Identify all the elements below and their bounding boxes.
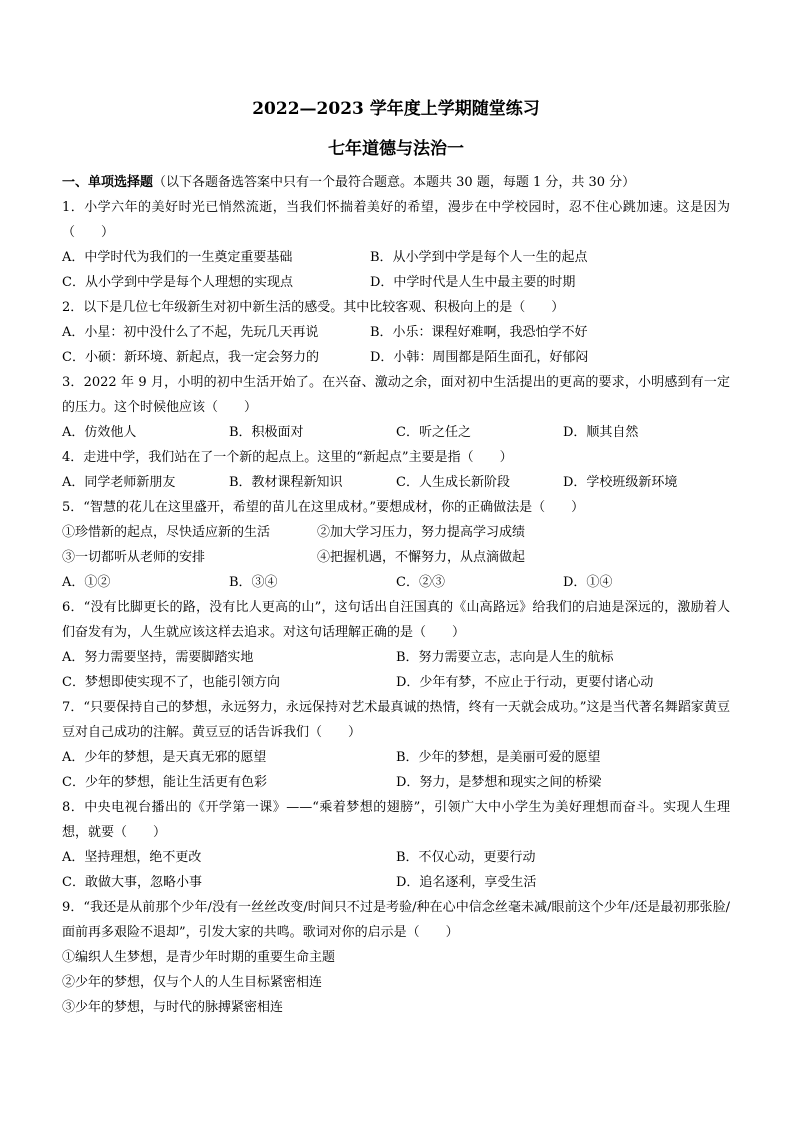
question-text: 8．中央电视台播出的《开学第一课》——“乘着梦想的翅膀”，引领广大中小学生为美好理想而奋斗。实现人生理想，就要（ ） — [62, 800, 730, 840]
options — [62, 420, 730, 445]
exam-page — [62, 98, 730, 1020]
options — [62, 570, 730, 595]
statement-1: ①编织人生梦想，是青少年时期的重要生命主题 — [62, 950, 336, 965]
statement-3: ③少年的梦想，与时代的脉搏紧密相连 — [62, 1000, 284, 1015]
page-subtitle: 七年道德与法治一 — [328, 139, 464, 159]
option-b: B．少年的梦想，是美丽可爱的愿望 — [396, 750, 601, 765]
question-text: 5．“智慧的花儿在这里盛开，希望的苗儿在这里成材。”要想成材，你的正确做法是（ ） — [62, 500, 585, 515]
option-b: B．积极面对 — [229, 425, 304, 440]
statement-2: ②加大学习压力，努力提高学习成绩 — [317, 525, 526, 540]
question-text: 1．小学六年的美好时光已悄然流逝，当我们怀揣着美好的希望，漫步在中学校园时，忍不住心跳加速。这是因为（ ） — [62, 200, 730, 240]
statement-3: ③一切都听从老师的安排 — [62, 550, 206, 565]
question-text: 4．走进中学，我们站在了一个新的起点上。这里的“新起点”主要是指（ ） — [62, 450, 513, 465]
statement-4: ④把握机遇，不懈努力，从点滴做起 — [317, 550, 526, 565]
option-c: C．人生成长新阶段 — [396, 475, 510, 490]
option-a: A．坚持理想，绝不更改 — [62, 850, 202, 865]
options — [62, 645, 730, 695]
option-b: B．小乐：课程好难啊，我恐怕学不好 — [370, 325, 588, 340]
option-c: C．小硕：新环境、新起点，我一定会努力的 — [62, 350, 319, 365]
option-c: C．②③ — [396, 575, 445, 590]
option-b: B．从小学到中学是每个人一生的起点 — [370, 250, 588, 265]
option-a: A．努力需要坚持，需要脚踏实地 — [62, 650, 254, 665]
section-heading — [62, 170, 730, 195]
option-b: B．努力需要立志，志向是人生的航标 — [396, 650, 614, 665]
statement-row — [62, 520, 730, 545]
option-c: C．少年的梦想，能让生活更有色彩 — [62, 775, 267, 790]
option-c: C．敢做大事，忽略小事 — [62, 875, 202, 890]
question-3 — [62, 370, 730, 445]
option-d: D．少年有梦，不应止于行动，更要付诸心动 — [396, 675, 654, 690]
option-d: D．顺其自然 — [563, 425, 639, 440]
statement-1: ①珍惜新的起点，尽快适应新的生活 — [62, 525, 271, 540]
options — [62, 745, 730, 795]
option-a: A．同学老师新朋友 — [62, 475, 176, 490]
option-d: D．追名逐利，享受生活 — [396, 875, 537, 890]
option-d: D．努力，是梦想和现实之间的桥梁 — [396, 775, 602, 790]
options — [62, 845, 730, 895]
question-6 — [62, 595, 730, 695]
options — [62, 320, 730, 370]
option-c: C．听之任之 — [396, 425, 471, 440]
option-a: A．中学时代为我们的一生奠定重要基础 — [62, 250, 293, 265]
question-7 — [62, 695, 730, 795]
option-b: B．不仅心动，更要行动 — [396, 850, 536, 865]
section-note: （以下各题备选答案中只有一个最符合题意。本题共 30 题，每题 1 分，共 30 分） — [153, 175, 636, 190]
question-4 — [62, 445, 730, 495]
question-2 — [62, 295, 730, 370]
question-8 — [62, 795, 730, 895]
option-a: A．①② — [62, 575, 111, 590]
question-text: 9．“我还是从前那个少年/没有一丝丝改变/时间只不过是考验/种在心中信念丝毫未减/眼前这个少年/还是最初那张脸/面前再多艰险不退却”，引发大家的共鸣。歌词对你的启示是（ ） — [62, 900, 730, 940]
statement-row — [62, 545, 730, 570]
option-c: C．梦想即使实现不了，也能引领方向 — [62, 675, 280, 690]
options — [62, 245, 730, 295]
option-b: B．③④ — [229, 575, 278, 590]
option-d: D．小韩：周围都是陌生面孔，好郁闷 — [370, 350, 589, 365]
page-title: 2022—2023 学年度上学期随堂练习 — [252, 99, 540, 119]
question-text: 6．“没有比脚更长的路，没有比人更高的山”，这句话出自汪国真的《山高路远》给我们的启迪是深远的，激励着人们奋发有为，人生就应该这样去追求。对这句话理解正确的是（ ） — [62, 600, 730, 640]
question-text: 7．“只要保持自己的梦想，永远努力，永远保持对艺术最真诚的热情，终有一天就会成功。”这是当代著名舞蹈家黄豆豆对自己成功的注解。黄豆豆的话告诉我们（ ） — [62, 700, 730, 740]
question-9 — [62, 895, 730, 1020]
option-a: A．仿效他人 — [62, 425, 137, 440]
question-text: 3．2022 年 9 月，小明的初中生活开始了。在兴奋、激动之余，面对初中生活提出的更高的要求，小明感到有一定的压力。这个时候他应该（ ） — [62, 375, 730, 415]
section-label: 一、单项选择题 — [62, 175, 154, 190]
option-d: D．学校班级新环境 — [563, 475, 678, 490]
question-5 — [62, 495, 730, 595]
options — [62, 470, 730, 495]
statement-2: ②少年的梦想，仅与个人的人生目标紧密相连 — [62, 975, 323, 990]
option-a: A．小星：初中没什么了不起，先玩几天再说 — [62, 325, 319, 340]
option-a: A．少年的梦想，是天真无邪的愿望 — [62, 750, 267, 765]
option-b: B．教材课程新知识 — [229, 475, 343, 490]
option-c: C．从小学到中学是每个人理想的实现点 — [62, 275, 293, 290]
question-text: 2．以下是几位七年级新生对初中新生活的感受。其中比较客观、积极向上的是（ ） — [62, 300, 565, 315]
question-1 — [62, 195, 730, 295]
option-d: D．中学时代是人生中最主要的时期 — [370, 275, 576, 290]
option-d: D．①④ — [563, 575, 613, 590]
